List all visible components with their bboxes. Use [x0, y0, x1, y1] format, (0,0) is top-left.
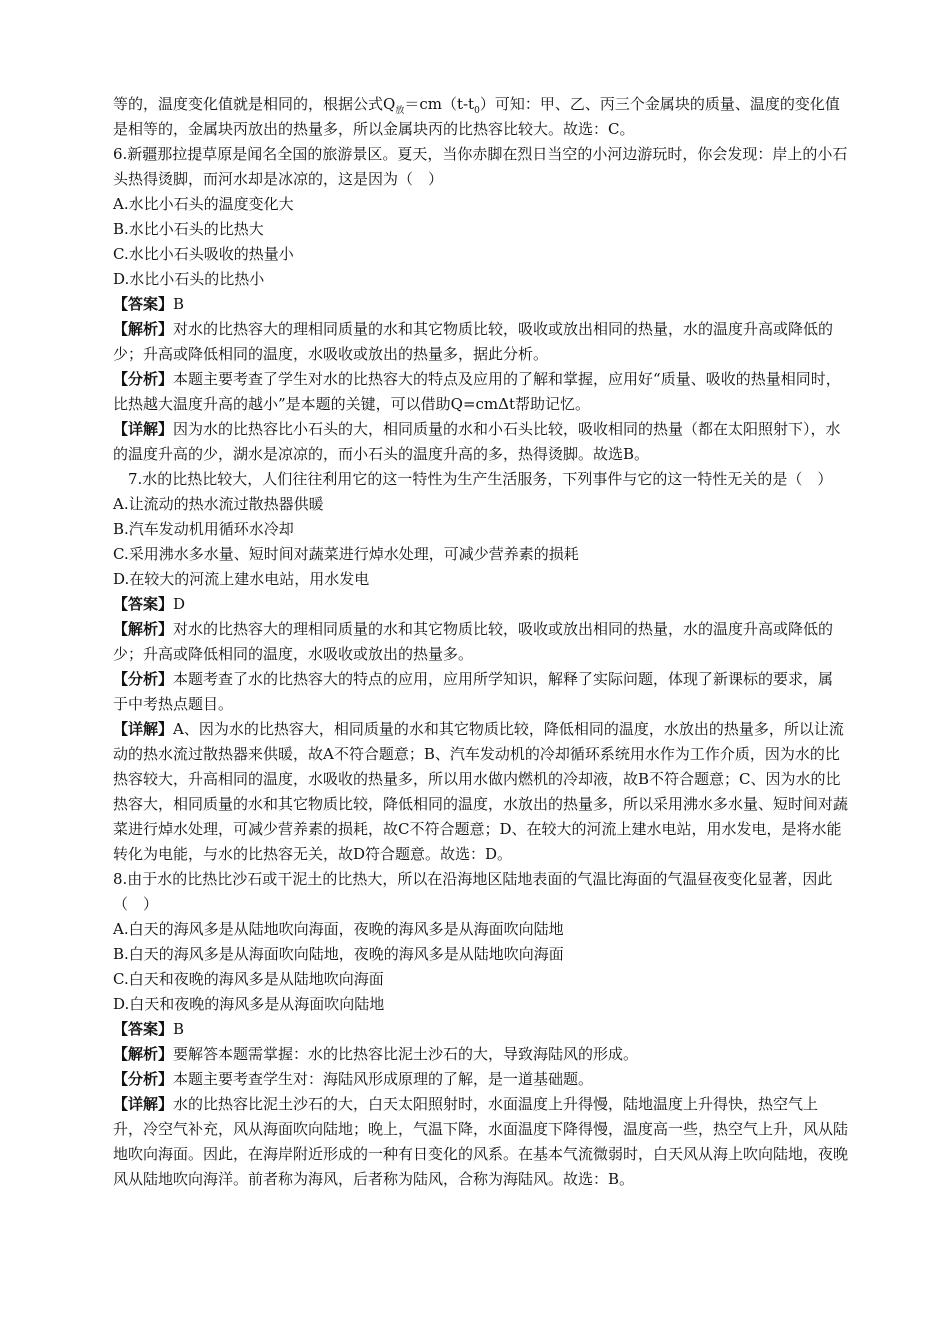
q8-jiexi [113, 1042, 848, 1067]
q8-option-c: C.白天和夜晚的海风多是从陆地吹向海面 [113, 970, 384, 988]
q7-answer [113, 592, 848, 617]
jiexi-tag: 【解析】 [113, 1045, 174, 1063]
xiangjie-text: 水的比热容比泥土沙石的大，白天太阳照射时，水面温度上升得慢，陆地温度上升得快，热空气上升，冷空气补充，风从海面吹向陆地；晚上，气温下降，水面温度下降得慢，温度高一些，热空气上升，风从陆地吹向海面。因此，在海岸附近形成的一种有日变化的风系。在基本气流微弱时，白天风从海上吹向陆地，夜晚风从陆地吹向海洋。前者称为海风，后者称为陆风，合称为海陆风。故选：B。 [113, 1095, 849, 1188]
q8-option-d: D.白天和夜晚的海风多是从海面吹向陆地 [113, 995, 385, 1013]
q6-answer [113, 292, 848, 317]
q6-option-a: A.水比小石头的温度变化大 [113, 195, 294, 213]
jiexi-text: 对水的比热容大的理相同质量的水和其它物质比较，吸收或放出相同的热量，水的温度升高或降低的少；升高或降低相同的温度，水吸收或放出的热量多。 [113, 620, 834, 663]
q6-stem: 6.新疆那拉提草原是闻名全国的旅游景区。夏天，当你赤脚在烈日当空的小河边游玩时，你会发现：岸上的小石头热得烫脚，而河水却是冰凉的，这是因为（ ） [113, 145, 848, 188]
fenxi-tag: 【分析】 [113, 1070, 174, 1088]
q8-answer [113, 1017, 848, 1042]
q7-option-b: B.汽车发动机用循环水冷却 [113, 520, 294, 538]
q6-option-b: B.水比小石头的比热大 [113, 220, 264, 238]
jiexi-tag: 【解析】 [113, 620, 174, 638]
xiangjie-text: A、因为水的比热容大，相同质量的水和其它物质比较，降低相同的温度，水放出的热量多，所以让流动的热水流过散热器来供暖，故A不符合题意；B、汽车发动机的冷却循环系统用水作为工作介质，因为水的比热容较大，升高相同的温度，水吸收的热量多，所以用水做内燃机的冷却液，故B不符合题意；C、因为水的比热容大，相同质量的水和其它物质比较，降低相同的温度，水放出的热量多，所以采用沸水多水量、短时间对蔬菜进行焯水处理，可减少营养素的损耗，故C不符合题意；D、在较大的河流上建水电站，用水发电，是将水能转化为电能，与水的比热容无关，故D符合题意。故选：D。 [113, 720, 849, 863]
subscript-fang: 放 [395, 106, 405, 116]
q8-xiangjie [113, 1092, 848, 1192]
answer-tag: 【答案】 [113, 1020, 174, 1038]
q8-stem: 8.由于水的比热比沙石或干泥土的比热大，所以在沿海地区陆地表面的气温比海面的气温昼夜变化显著，因此（ ） [113, 870, 833, 913]
intro-paragraph [113, 92, 848, 142]
q6-option-d: D.水比小石头的比热小 [113, 270, 265, 288]
q7-option-a: A.让流动的热水流过散热器供暖 [113, 495, 324, 513]
q8-fenxi [113, 1067, 848, 1092]
xiangjie-tag: 【详解】 [113, 1095, 174, 1113]
q6-jiexi [113, 317, 848, 367]
q7-option-d: D.在较大的河流上建水电站，用水发电 [113, 570, 370, 588]
fenxi-text: 本题主要考查学生对：海陆风形成原理的了解，是一道基础题。 [173, 1070, 594, 1088]
xiangjie-tag: 【详解】 [113, 420, 174, 438]
q6-xiangjie [113, 417, 848, 467]
intro-text-1: 等的，温度变化值就是相同的，根据公式Q [113, 95, 396, 113]
xiangjie-text: 因为水的比热容比小石头的大，相同质量的水和小石头比较，吸收相同的热量（都在太阳照射下），水的温度升高的少，湖水是凉凉的，而小石头的温度升高的多，热得烫脚。故选B。 [113, 420, 841, 463]
fenxi-tag: 【分析】 [113, 370, 174, 388]
fenxi-text: 本题主要考查了学生对水的比热容大的特点及应用的了解和掌握，应用好“质量、吸收的热量相同时，比热越大温度升高的越小”是本题的关键，可以借助Q=cmΔt帮助记忆。 [113, 370, 841, 413]
answer-tag: 【答案】 [113, 595, 174, 613]
subscript-zero: 0 [474, 106, 480, 116]
q7-fenxi [113, 667, 848, 717]
intro-text-2: ＝cm（t-t [404, 95, 475, 113]
q6-option-c: C.水比小石头吸收的热量小 [113, 245, 294, 263]
q8-option-a: A.白天的海风多是从陆地吹向海面，夜晚的海风多是从海面吹向陆地 [113, 920, 564, 938]
fenxi-tag: 【分析】 [113, 670, 174, 688]
document-body [113, 92, 848, 1192]
q7-jiexi [113, 617, 848, 667]
intro-text-3: ）可知：甲、乙、丙三个金属块的质量、温度的变化值是相等的，金属块丙放出的热量多，所以金属块丙的比热容比较大。故选：C。 [113, 95, 840, 138]
q8-option-b: B.白天的海风多是从海面吹向陆地，夜晚的海风多是从陆地吹向海面 [113, 945, 564, 963]
q6-fenxi [113, 367, 848, 417]
q7-option-c: C.采用沸水多水量、短时间对蔬菜进行焯水处理，可减少营养素的损耗 [113, 545, 579, 563]
answer-value: B [173, 295, 185, 313]
q7-xiangjie [113, 717, 848, 867]
xiangjie-tag: 【详解】 [113, 720, 174, 738]
answer-value: B [173, 1020, 185, 1038]
q7-stem: 7.水的比热比较大，人们往往利用它的这一特性为生产生活服务，下列事件与它的这一特性无关的是（ ） [128, 470, 833, 488]
jiexi-tag: 【解析】 [113, 320, 174, 338]
jiexi-text: 要解答本题需掌握：水的比热容比泥土沙石的大，导致海陆风的形成。 [173, 1045, 639, 1063]
answer-tag: 【答案】 [113, 295, 174, 313]
fenxi-text: 本题考查了水的比热容大的特点的应用，应用所学知识，解释了实际问题，体现了新课标的要求，属于中考热点题目。 [113, 670, 834, 713]
answer-value: D [173, 595, 186, 613]
jiexi-text: 对水的比热容大的理相同质量的水和其它物质比较，吸收或放出相同的热量，水的温度升高或降低的少；升高或降低相同的温度，水吸收或放出的热量多，据此分析。 [113, 320, 834, 363]
